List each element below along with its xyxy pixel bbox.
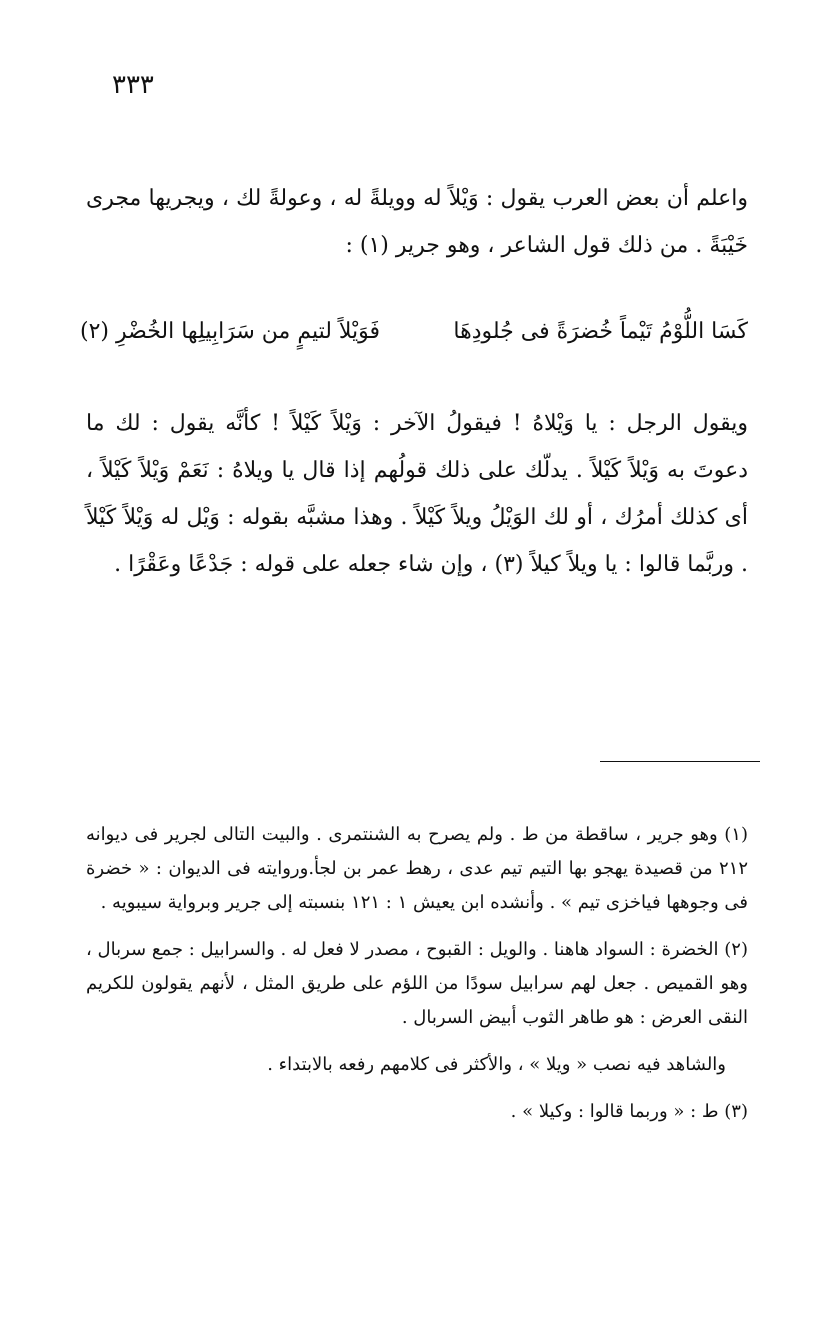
footnote-separator [600,761,760,762]
footnote-1: (١) وهو جرير ، ساقطة من ط . ولم يصرح به الشنتمرى . والبيت التالى لجرير فى ديوانه ٢١٢ من قصيدة يهجو بها التيم تيم عدى ، رهط عمر بن لجأ.وروايته فى الديوان : « خضرة فى وجوهها فياخزى تيم » . وأنشده ابن يعيش ١ : ١٢١ بنسبته إلى جرير وبرواية سيبويه . [86,824,748,913]
paragraph-2: ويقول الرجل : يا وَيْلاهُ ! فيقولُ الآخر : وَيْلاً كَيْلاً ! كأنَّه يقول : لك ما دعوتَ به وَيْلاً كَيْلاً . يدلّك على ذلك قولُهم إذا قال يا ويلاهُ : نَعَمْ وَيْلاً كَيْلاً ، أى كذلك أمرُك ، أو لك الوَيْلُ ويلاً كَيْلاً . وهذا مشبَّه بقوله : وَيْل له وَيْلاً كَيْلاً . وربَّما قالوا : يا ويلاً كيلاً (٣) ، وإن شاء جعله على قوله : جَدْعًا وعَقْرًا . [86,411,748,577]
page-number: ٣٣٣ [112,70,154,100]
main-text [86,175,748,269]
verse-first-hemistich: كَسَا اللُّوْمُ تَيْماً خُضرَةً فى جُلودِهَا [453,319,748,344]
footnote-3: (٣) ط : « وربما قالوا : وكيلا » . [510,1101,748,1122]
main-text-continued [86,400,748,588]
footnote-2-continuation: والشاهد فيه نصب « ويلا » ، والأكثر فى كلامهم رفعه بالابتداء . [267,1054,726,1075]
footnotes [86,818,748,1142]
paragraph-1: واعلم أن بعض العرب يقول : وَيْلاً له وويلةً له ، وعولةً لك ، ويجريها مجرى خَيْبَةً . من ذلك قول الشاعر ، وهو جرير (١) : [86,186,748,258]
verse-second-hemistich: فَوَيْلاً لتيمٍ من سَرَابِيلِها الخُضْرِ (٢) [80,319,381,344]
footnote-2: (٢) الخضرة : السواد هاهنا . والويل : القبوح ، مصدر لا فعل له . والسرابيل : جمع سربال ، وهو القميص . جعل لهم سرابيل سودًا من اللؤم على طريق المثل ، لأنهم يقولون للكريم النقى العرض : هو طاهر الثوب أبيض السربال . [86,939,748,1028]
poem-verse [80,310,748,354]
